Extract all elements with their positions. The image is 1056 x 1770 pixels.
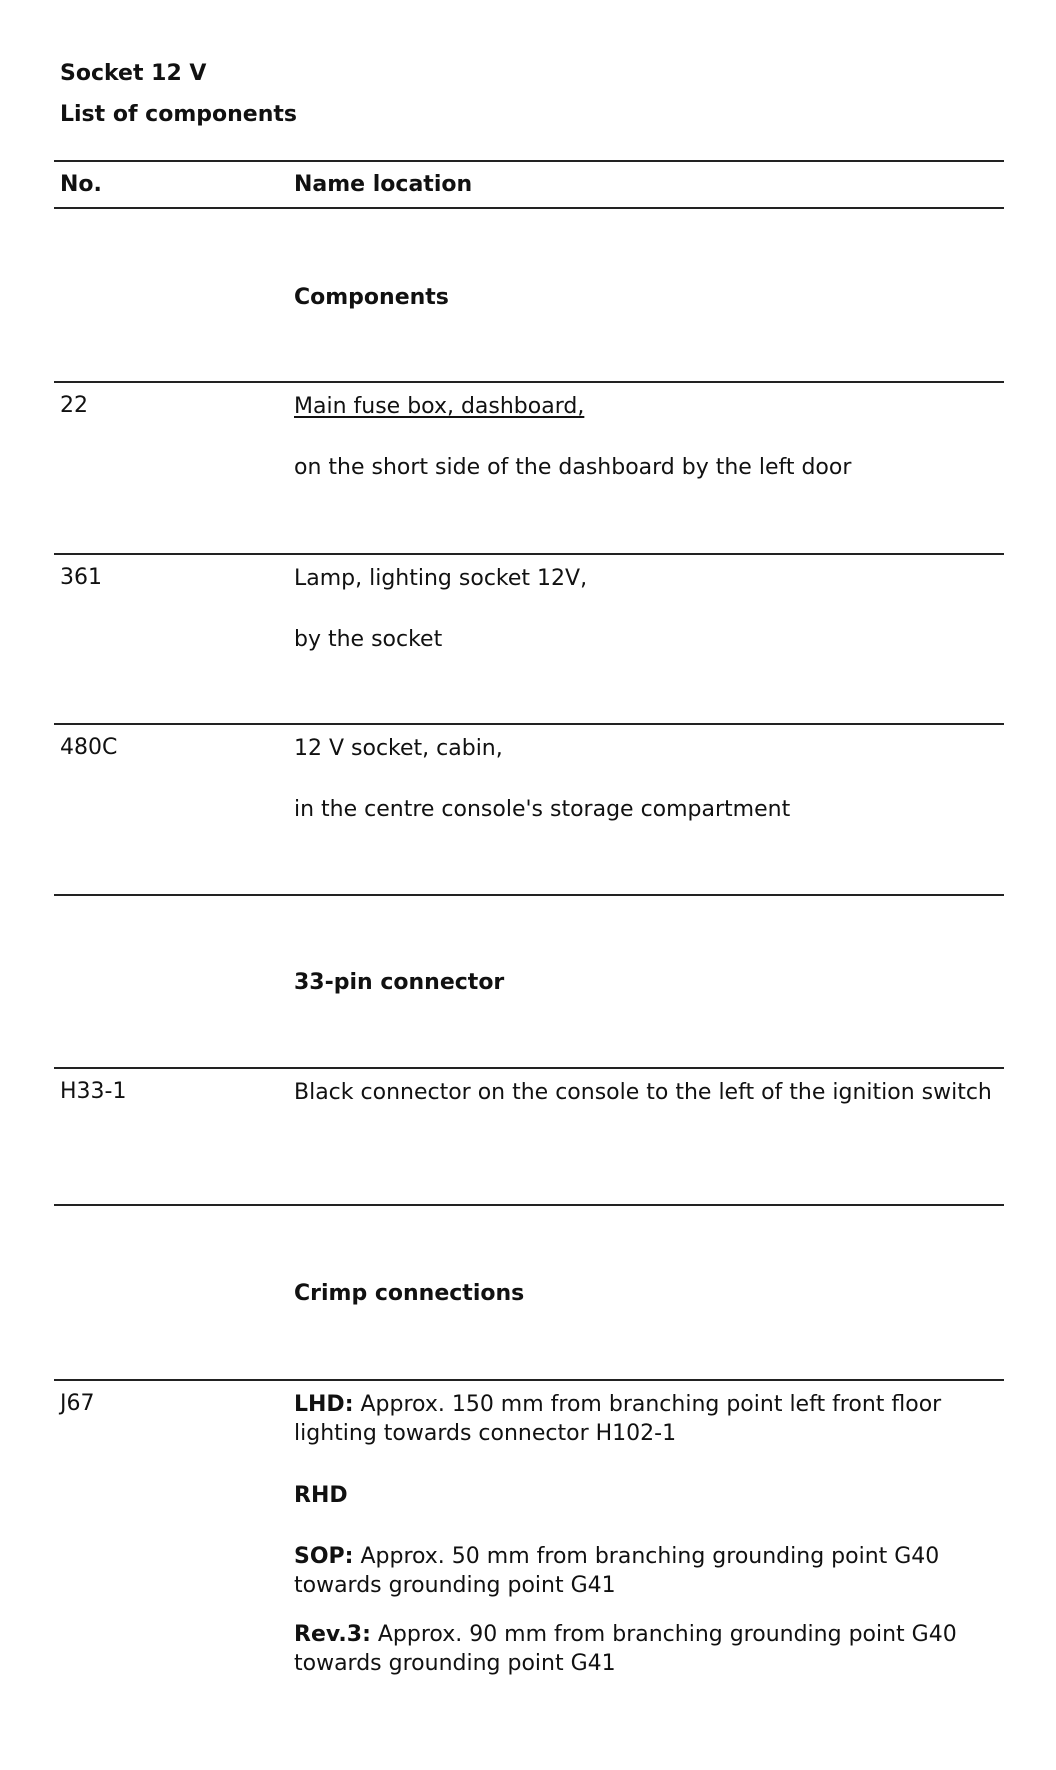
table-header-rule	[54, 207, 1004, 209]
row-rule-480c	[54, 723, 1004, 725]
lhd-label: LHD:	[294, 1392, 354, 1417]
component-number: 480C	[60, 735, 118, 760]
component-number: 22	[60, 393, 88, 418]
crimp-location-sop	[294, 1542, 994, 1600]
column-header-no: No.	[60, 172, 102, 197]
crimp-number: J67	[60, 1391, 95, 1416]
component-location: in the centre console's storage compartment	[294, 797, 791, 822]
row-rule-h33-1	[54, 1067, 1004, 1069]
component-number: 361	[60, 565, 102, 590]
component-name: Lamp, lighting socket 12V,	[294, 566, 588, 591]
component-location: on the short side of the dashboard by the left door	[294, 455, 852, 480]
section-rule-connector	[54, 894, 1004, 896]
document-subtitle: List of components	[60, 102, 297, 127]
row-rule-361	[54, 553, 1004, 555]
table-top-rule	[54, 160, 1004, 162]
section-heading-crimp-connections: Crimp connections	[294, 1281, 525, 1306]
section-heading-components: Components	[294, 285, 449, 310]
component-name	[294, 392, 994, 421]
rev3-text: Approx. 90 mm from branching grounding point G40 towards grounding point G41	[294, 1622, 957, 1676]
row-rule-j67	[54, 1379, 1004, 1381]
component-name-link[interactable]: Main fuse box, dashboard,	[294, 394, 585, 419]
component-location: by the socket	[294, 627, 443, 652]
column-header-name-location: Name location	[294, 172, 473, 197]
section-heading-33-pin-connector: 33-pin connector	[294, 970, 505, 995]
crimp-location-rev3	[294, 1620, 994, 1678]
section-rule-crimp	[54, 1204, 1004, 1206]
rev3-label: Rev.3:	[294, 1622, 371, 1647]
document-title: Socket 12 V	[60, 61, 207, 86]
connector-location: Black connector on the console to the left of the ignition switch	[294, 1080, 992, 1105]
component-name: 12 V socket, cabin,	[294, 736, 503, 761]
connector-number: H33-1	[60, 1079, 127, 1104]
row-rule-22	[54, 381, 1004, 383]
crimp-location-lhd	[294, 1390, 994, 1448]
lhd-text: Approx. 150 mm from branching point left front floor lighting towards connector H102-1	[294, 1392, 942, 1446]
sop-label: SOP:	[294, 1544, 354, 1569]
sop-text: Approx. 50 mm from branching grounding point G40 towards grounding point G41	[294, 1544, 940, 1598]
rhd-label: RHD	[294, 1483, 348, 1508]
